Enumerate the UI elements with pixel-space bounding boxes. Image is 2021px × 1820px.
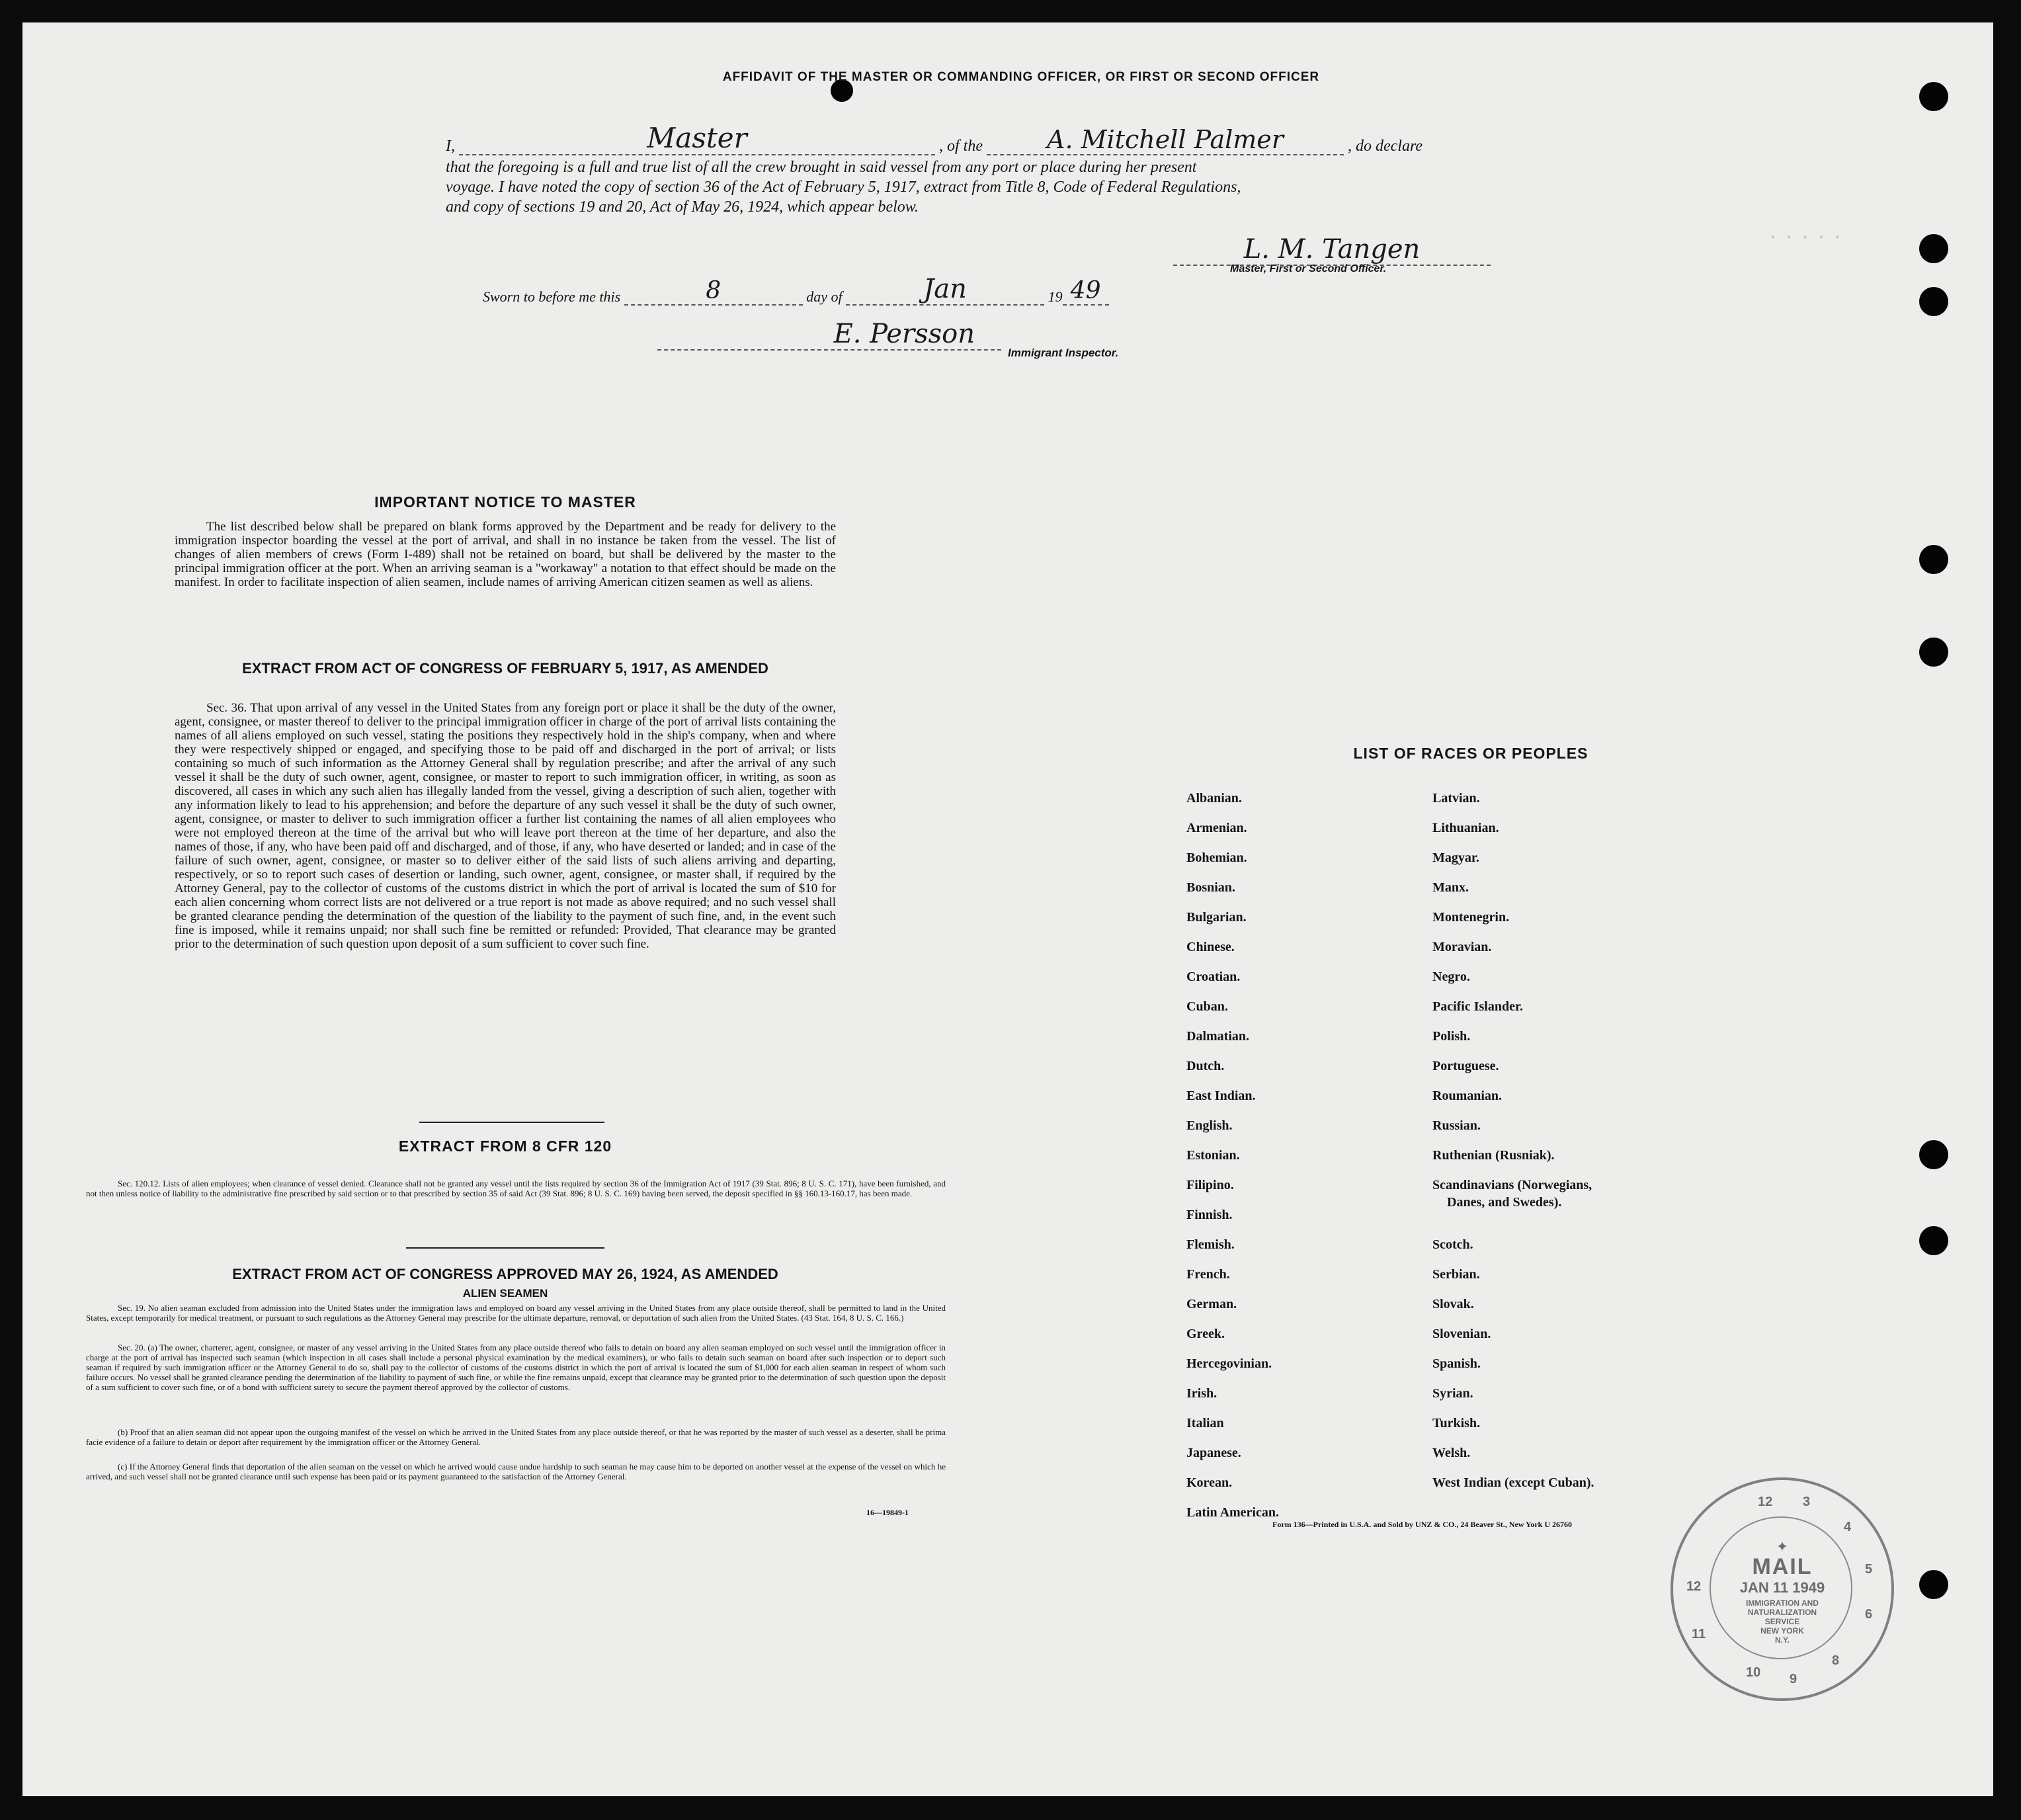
- list-item: Moravian.: [1432, 940, 1492, 954]
- master-handwritten: Master: [647, 122, 747, 154]
- divider-rule: [419, 1122, 604, 1123]
- races-column-2: [1432, 791, 1594, 1505]
- list-item: Latvian.: [1432, 791, 1480, 806]
- list-item: Cuban.: [1186, 999, 1228, 1014]
- list-item: Negro.: [1432, 970, 1470, 984]
- bleed-through-text: · · · · ·: [1768, 221, 1842, 250]
- list-item: Pacific Islander.: [1432, 999, 1524, 1014]
- declaration-line-3: voyage. I have noted the copy of section 36 of the Act of February 5, 1917, extract from Title 8, Code of Federal Regulations,: [446, 179, 1241, 196]
- extract-1924-title: EXTRACT FROM ACT OF CONGRESS APPROVED MAY 26, 1924, AS AMENDED: [232, 1266, 778, 1282]
- sworn-line: [483, 274, 1109, 306]
- notice-body: The list described below shall be prepared on blank forms approved by the Department and be ready for delivery to the immigration inspector boarding the vessel at the port of arrival, and shall in no instance be taken from the vessel. The list of changes of alien members of crews (Form I-489) shall not be retained on board, but shall be delivered by the master to the principal immigration officer at the port. When an arriving seaman is a "workaway" a notation to that effect should be made on the manifest. In order to facilitate inspection of alien seamen, include names of arriving American citizen seamen as well as aliens.: [175, 520, 836, 589]
- binder-hole: [1919, 638, 1948, 667]
- list-item: West Indian (except Cuban).: [1432, 1475, 1594, 1490]
- sec20c-text: (c) If the Attorney General finds that deportation of the alien seaman on the vessel on which he arrived would cause undue hardship to such seaman he may cause him to be deported on another vessel at the expense of the vessel on which he arrived, and such vessel shall not be granted clearance until such expense has been paid or its payment guaranteed to the satisfaction of the Attorney General.: [86, 1462, 946, 1481]
- sec20a-text: Sec. 20. (a) The owner, charterer, agent, consignee, or master of any vessel arriving in the United States from any place outside thereof who fails to detain on board any alien seaman employed on such vessel until the immigration officer in charge at the port of arrival has inspected such seaman (which inspection in all cases shall include a personal physical examination by the medical examiners), or who fails to detain such seaman on board after such inspection or to deport such seaman if required by such immigration officer or the Attorney General to do so, shall pay to the collector of customs of the customs district in which the port of arrival is located the sum of $1,000 for each alien seaman in respect of whom such failure occurs. No vessel shall be granted clearance pending the determination of the liability to payment of such fine, or while the fine remains unpaid, except that clearance may be granted prior to the determination of such question upon the deposit of a sum sufficient to cover such fine, or of a bond with sufficient surety to secure the payment thereof approved by the collector of customs.: [86, 1343, 946, 1392]
- binder-hole: [1919, 545, 1948, 574]
- list-item: Portuguese.: [1432, 1059, 1499, 1073]
- list-item: Welsh.: [1432, 1446, 1471, 1460]
- stamp-line: N.Y.: [1774, 1635, 1790, 1645]
- day-label: day of: [806, 288, 843, 305]
- binder-hole: [1919, 1570, 1948, 1599]
- list-item: French.: [1186, 1267, 1230, 1282]
- list-item: Dutch.: [1186, 1059, 1225, 1073]
- stamp-line: SERVICE: [1764, 1617, 1800, 1626]
- sec20b-text: (b) Proof that an alien seaman did not appear upon the outgoing manifest of the vessel on which he arrived in the United States from any place outside thereof, or that he was reported by the master of such vessel as a deserter, shall be prima facie evidence of a failure to detain or deport after requirement by the immigration officer or the Attorney General.: [86, 1427, 946, 1447]
- list-item: Greek.: [1186, 1327, 1225, 1341]
- extract-1917-title: EXTRACT FROM ACT OF CONGRESS OF FEBRUARY 5, 1917, AS AMENDED: [242, 660, 768, 677]
- binder-hole: [1919, 82, 1948, 111]
- binder-hole: [1919, 1140, 1948, 1169]
- list-item: Spanish.: [1432, 1356, 1481, 1371]
- list-item: Italian: [1186, 1416, 1224, 1430]
- affidavit-title: AFFIDAVIT OF THE MASTER OR COMMANDING OFFICER, OR FIRST OR SECOND OFFICER: [722, 70, 1320, 84]
- master-signature-label: Master, First or Second Officer.: [1230, 263, 1387, 274]
- list-item: Roumanian.: [1432, 1089, 1503, 1103]
- list-item: Latin American.: [1186, 1505, 1279, 1520]
- master-signature: L. M. Tangen: [1243, 234, 1421, 265]
- divider-rule: [406, 1247, 604, 1249]
- form-code: 16—19849-1: [866, 1508, 909, 1517]
- binder-hole: [1919, 1226, 1948, 1255]
- list-item: Ruthenian (Rusniak).: [1432, 1148, 1555, 1163]
- stamp-date: JAN 11 1949: [1739, 1579, 1825, 1596]
- sec19-text: Sec. 19. No alien seaman excluded from admission into the United States under the immigration laws and employed on board any vessel arriving in the United States from any place outside thereof, shall be permitted to land in the United States, except temporarily for medical treatment, or pursuant to such regulations as the Attorney General may prescribe for the ultimate departure, removal, or deportation of such alien from the United States. (43 Stat. 164, 8 U. S. C. 166.): [86, 1303, 946, 1323]
- stamp-line: NATURALIZATION: [1747, 1608, 1817, 1617]
- races-column-1: [1186, 791, 1279, 1535]
- list-item: Turkish.: [1432, 1416, 1481, 1430]
- list-item: German.: [1186, 1297, 1237, 1311]
- extract-cfr-body: Sec. 120.12. Lists of alien employees; when clearance of vessel denied. Clearance shall not be granted any vessel until the lists required by section 36 of the Immigration Act of 1917 (39 Stat. 896; 8 U. S. C. 171), have been furnished, and not then unless notice of liability to the administrative fine prescribed by said section or to that prescribed by section 35 of said Act (39 Stat. 896; 8 U. S. C. 169) having been served, the deposit specified in §§ 160.13-160.17, has been made.: [86, 1179, 946, 1198]
- inspector-signature: E. Persson: [833, 319, 975, 349]
- month-field: [846, 274, 1044, 306]
- list-item: Albanian.: [1186, 791, 1242, 806]
- year-prefix: 19: [1048, 288, 1063, 305]
- inspector-label: Immigrant Inspector.: [1008, 347, 1119, 359]
- list-item: Lithuanian.: [1432, 821, 1499, 835]
- list-item: Slovak.: [1432, 1297, 1474, 1311]
- list-item: Bohemian.: [1186, 850, 1247, 865]
- mail-stamp: 12 3 4 5 6 8 9 10 11 12 ✦ MAIL JAN 11 1949 IMMIGRATION AND NATURALIZATION SERVICE NEW YORK N.Y.: [1670, 1477, 1894, 1701]
- list-item: Bosnian.: [1186, 880, 1235, 895]
- list-item: Danes, and Swedes).: [1447, 1195, 1562, 1210]
- list-item: Estonian.: [1186, 1148, 1240, 1163]
- day-field: [624, 277, 803, 306]
- list-item: Scandinavians (Norwegians,: [1432, 1178, 1592, 1192]
- vessel-field: [987, 125, 1344, 155]
- list-item: Syrian.: [1432, 1386, 1473, 1401]
- master-signature-field: [1173, 234, 1491, 266]
- declaration-line-1: [446, 122, 1423, 155]
- list-item: Irish.: [1186, 1386, 1217, 1401]
- i-label: I,: [446, 138, 455, 155]
- list-item: Serbian.: [1432, 1267, 1480, 1282]
- extract-1924-subtitle: ALIEN SEAMEN: [462, 1287, 548, 1300]
- extract-cfr-title: EXTRACT FROM 8 CFR 120: [398, 1138, 612, 1155]
- binder-hole: [1919, 234, 1948, 263]
- year-field: [1063, 277, 1109, 306]
- form-footer: Form 136—Printed in U.S.A. and Sold by UNZ & CO., 24 Beaver St., New York U 26760: [1272, 1520, 1573, 1529]
- list-item: Finnish.: [1186, 1208, 1233, 1222]
- name-field: [459, 122, 935, 155]
- races-title: LIST OF RACES OR PEOPLES: [1353, 745, 1588, 762]
- vessel-handwritten: A. Mitchell Palmer: [1047, 125, 1284, 154]
- list-item: Slovenian.: [1432, 1327, 1491, 1341]
- list-item: Scotch.: [1432, 1237, 1473, 1252]
- star-icon: ✦: [1776, 1538, 1789, 1555]
- list-item: Croatian.: [1186, 970, 1241, 984]
- list-item: Korean.: [1186, 1475, 1233, 1490]
- day-value: 8: [706, 277, 722, 304]
- extract-1917-body: Sec. 36. That upon arrival of any vessel in the United States from any foreign port or place it shall be the duty of the owner, agent, consignee, or master thereof to deliver to the principal immigration officer in charge of the port of arrival lists containing the names of all aliens employed on such vessel, stating the positions they respectively hold in the ship's company, when and where they were respectively shipped or engaged, and specifying those to be paid off and discharged in the port of arrival; or lists containing so much of such information as the Attorney General shall by regulation prescribe; and after the arrival of any such vessel it shall be the duty of such owner, agent, consignee, or master to report to such immigration officer, in writing, as soon as discovered, all cases in which any such alien has illegally landed from the vessel, giving a description of such alien, together with any information likely to lead to his apprehension; and before the departure of any such vessel it shall be the duty of such owner, agent, consignee, or master to deliver to such immigration officer a further list containing the names of all alien employees who were not employed thereon at the time of the arrival but who will leave port thereon at the time of her departure, and also the names of those, if any, who have been paid off and discharged, and of those, if any, who have deserted or landed; and in case of the failure of such owner, agent, consignee, or master so to deliver either of the said lists of such aliens arriving and departing, respectively, or so to report such cases of desertion or landing, such owner, agent, consignee, or master shall, if required by the Attorney General, pay to the collector of customs of the customs district in which the port of arrival is located the sum of $10 for each alien concerning whom correct lists are not delivered or a true report is not made as above required; and no such vessel shall be granted clearance pending the determination of the question of the liability to the payment of such fine, and, in the event such fine is imposed, while it remains unpaid; nor shall such fine be remitted or refunded: Provided, That clearance may be granted prior to the determination of such question upon deposit of a sum sufficient to cover such fine.: [175, 701, 836, 951]
- list-item: Filipino.: [1186, 1178, 1234, 1192]
- list-item: Montenegrin.: [1432, 910, 1510, 925]
- notice-title: IMPORTANT NOTICE TO MASTER: [374, 493, 636, 511]
- list-item: Magyar.: [1432, 850, 1479, 865]
- list-item: Polish.: [1432, 1029, 1471, 1044]
- stamp-line: NEW YORK: [1760, 1626, 1804, 1635]
- stamp-mail-word: MAIL: [1752, 1554, 1813, 1579]
- list-item: Hercegovinian.: [1186, 1356, 1272, 1371]
- do-declare-label: , do declare: [1348, 138, 1423, 155]
- list-item: English.: [1186, 1118, 1233, 1133]
- stamp-line: IMMIGRATION AND: [1746, 1598, 1819, 1608]
- list-item: Flemish.: [1186, 1237, 1235, 1252]
- of-the-label: , of the: [939, 138, 983, 155]
- list-item: Dalmatian.: [1186, 1029, 1249, 1044]
- year-value: 49: [1070, 277, 1101, 304]
- list-item: Russian.: [1432, 1118, 1481, 1133]
- inspector-signature-field: [657, 319, 1001, 351]
- sworn-label: Sworn to before me this: [483, 288, 621, 305]
- declaration-line-4: and copy of sections 19 and 20, Act of May 26, 1924, which appear below.: [446, 198, 919, 216]
- list-item: East Indian.: [1186, 1089, 1256, 1103]
- list-item: Japanese.: [1186, 1446, 1241, 1460]
- binder-hole: [1919, 287, 1948, 316]
- document-page: [22, 22, 1993, 1796]
- list-item: Bulgarian.: [1186, 910, 1247, 925]
- declaration-line-2: that the foregoing is a full and true list of all the crew brought in said vessel from any port or place during her present: [446, 159, 1197, 176]
- list-item: Armenian.: [1186, 821, 1247, 835]
- month-value: Jan: [923, 274, 967, 304]
- list-item: Chinese.: [1186, 940, 1235, 954]
- list-item: Manx.: [1432, 880, 1469, 895]
